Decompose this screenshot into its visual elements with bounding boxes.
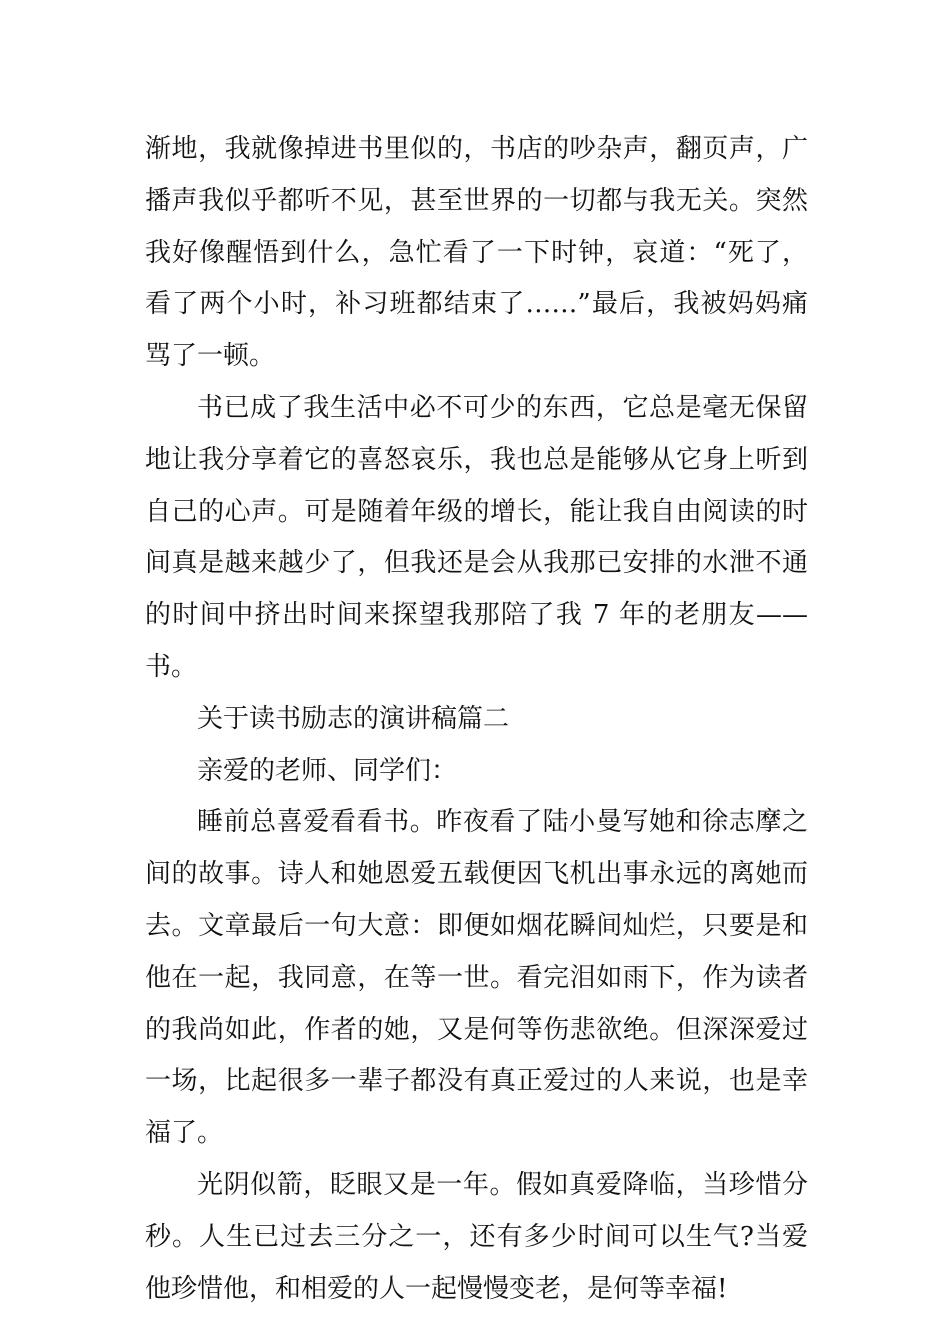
paragraph-1: 渐地，我就像掉进书里似的，书店的吵杂声，翻页声，广播声我似乎都听不见，甚至世界的一切都与我无关。突然我好像醒悟到什么，急忙看了一下时钟，哀道：“死了，看了两个小时，补习班都结束了……”最后，我被妈妈痛骂了一顿。 xyxy=(145,134,808,372)
paragraph-2: 书已成了我生活中必不可少的东西，它总是毫无保留地让我分享着它的喜怒哀乐，我也总是能够从它身上听到自己的心声。可是随着年级的增长，能让我自由阅读的时间真是越来越少了，但我还是会从我那已安排的水泄不通的时间中挤出时间来探望我那陪了我 7 年的老朋友——书。 xyxy=(145,392,808,682)
section-heading: 关于读书励志的演讲稿篇二 xyxy=(197,703,510,734)
document-body xyxy=(145,124,808,1315)
paragraph-4: 光阴似箭，眨眼又是一年。假如真爱降临，当珍惜分秒。人生已过去三分之一，还有多少时间可以生气?当爱他珍惜他，和相爱的人一起慢慢变老，是何等幸福! xyxy=(145,1169,808,1304)
paragraph-3: 睡前总喜爱看看书。昨夜看了陆小曼写她和徐志摩之间的故事。诗人和她恩爱五载便因飞机出事永远的离她而去。文章最后一句大意：即便如烟花瞬间灿烂，只要是和他在一起，我同意，在等一世。看完泪如雨下，作为读者的我尚如此，作者的她，又是何等伤悲欲绝。但深深爱过一场，比起很多一辈子都没有真正爱过的人来说，也是幸福了。 xyxy=(145,807,808,1149)
salutation: 亲爱的老师、同学们： xyxy=(197,755,458,786)
